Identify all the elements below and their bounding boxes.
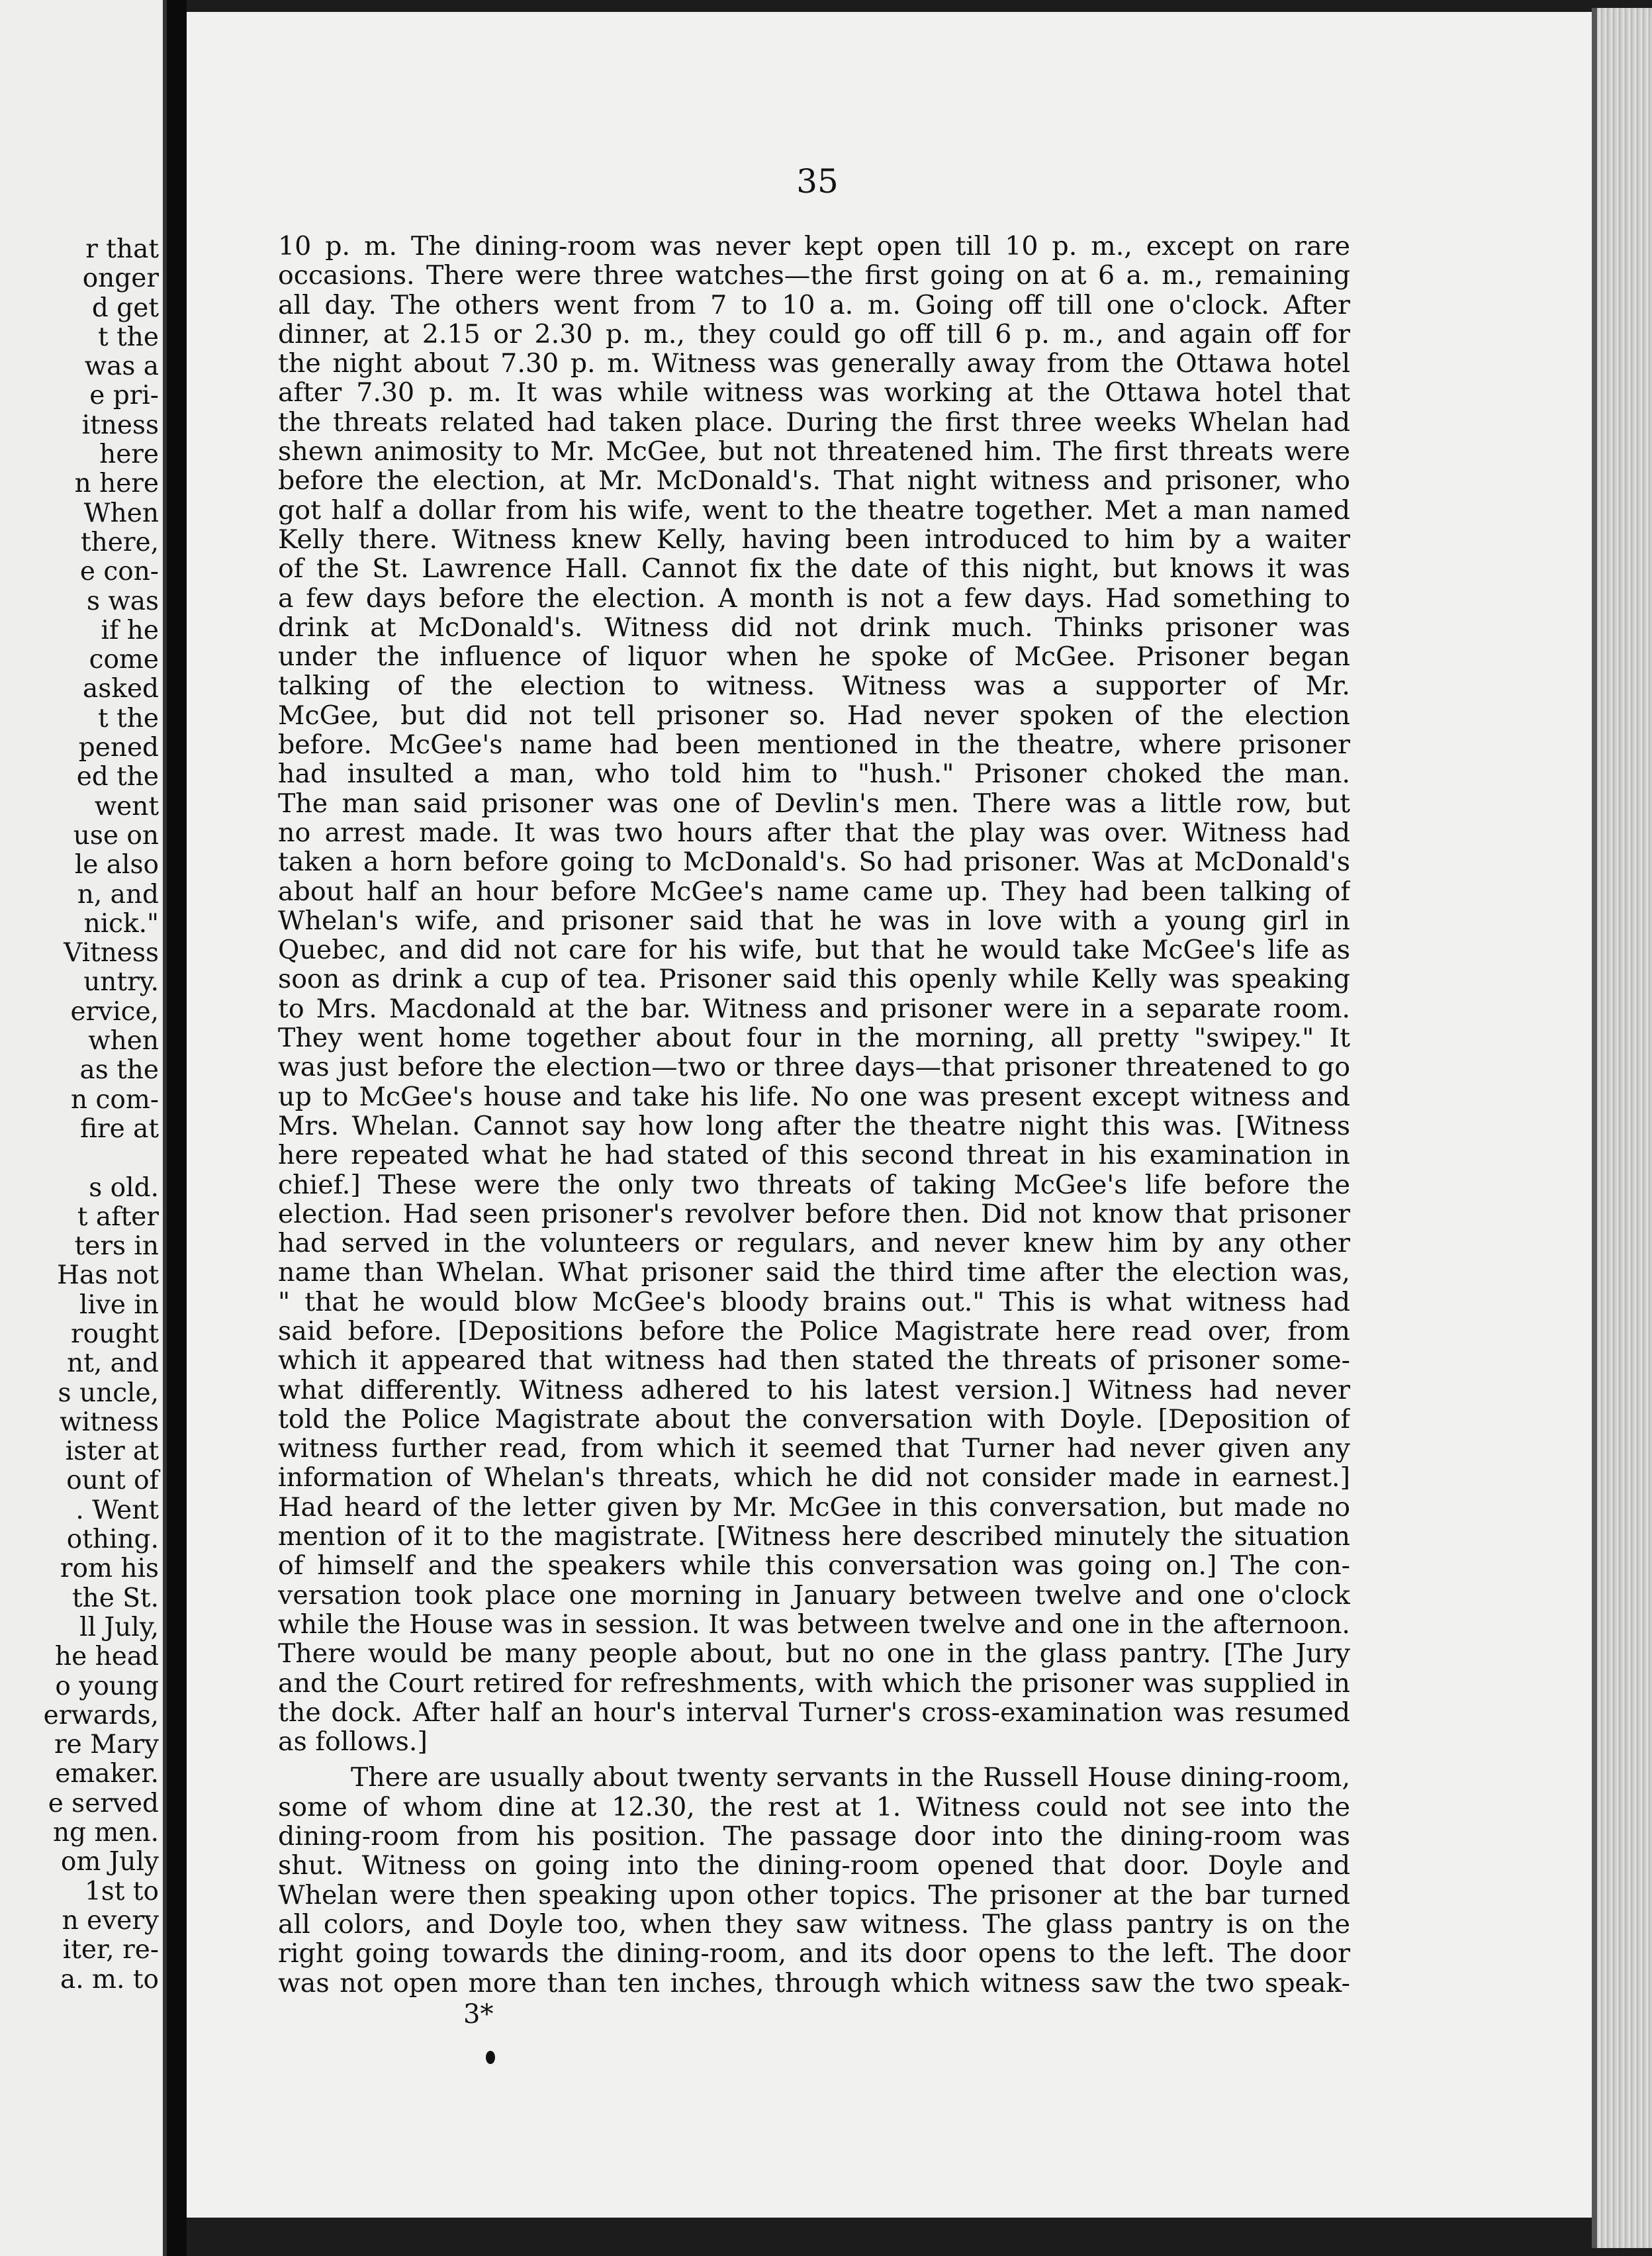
- text-line: There would be many people about, but no one in the glass pantry. [The Jury: [278, 1639, 1350, 1669]
- text-line: Whelan were then speaking upon other topics. The prisoner at the bar turned: [278, 1880, 1350, 1910]
- page-edge-shadow: [1592, 8, 1597, 2248]
- text-line: all colors, and Doyle too, when they saw witness. The glass pantry is on the: [278, 1909, 1350, 1940]
- left-page-fragment: as the: [79, 1055, 159, 1086]
- left-page-fragment: if he: [101, 615, 159, 645]
- text-line: shut. Witness on going into the dining-room opened that door. Doyle and: [278, 1851, 1350, 1881]
- text-line: Had heard of the letter given by Mr. McGee in this conversation, but made no: [278, 1492, 1350, 1523]
- left-page-fragment: nt, and: [67, 1348, 159, 1379]
- left-page-fragment: n, and: [77, 879, 159, 910]
- text-line: the threats related had taken place. During the first three weeks Whelan had: [278, 407, 1350, 438]
- text-line: about half an hour before McGee's name came up. They had been talking of: [278, 876, 1350, 906]
- left-page-fragment: e pri-: [89, 381, 159, 411]
- text-line: dining-room from his position. The passage door into the dining-room was: [278, 1822, 1350, 1852]
- text-line: right going towards the dining-room, and its door opens to the left. The door: [278, 1939, 1350, 1969]
- text-line: taken a horn before going to McDonald's. So had prisoner. Was at McDonald's: [278, 847, 1350, 877]
- text-line: information of Whelan's threats, which he did not consider made in earnest.]: [278, 1463, 1350, 1493]
- left-page-fragment: the St.: [71, 1583, 159, 1613]
- text-line: which it appeared that witness had then stated the threats of prisoner some-: [278, 1346, 1350, 1376]
- left-page-fragment: rom his: [60, 1554, 159, 1584]
- text-line: up to McGee's house and take his life. No one was present except witness and: [278, 1082, 1350, 1111]
- left-page-fragment: come: [89, 645, 159, 675]
- left-page-fragment: use on: [73, 820, 159, 851]
- left-page-fragment: emaker.: [55, 1759, 159, 1789]
- left-page-fragment: witness: [60, 1407, 159, 1437]
- left-page-fragment: here: [99, 440, 159, 470]
- left-page-fragment: there,: [81, 527, 159, 557]
- left-page-fragment: n com-: [71, 1084, 159, 1115]
- left-page-fragment: live in: [79, 1290, 159, 1320]
- left-page-fragment: rought: [71, 1319, 159, 1349]
- text-line: dinner, at 2.15 or 2.30 p. m., they could go off till 6 p. m., and again off for: [278, 319, 1350, 350]
- text-line: got half a dollar from his wife, went to the theatre together. Met a man named: [278, 495, 1350, 525]
- left-page-fragment: e con-: [79, 557, 159, 587]
- left-page-fragment: was a: [84, 352, 159, 382]
- text-line: here repeated what he had stated of this second threat in his examination in: [278, 1141, 1350, 1170]
- left-page-fragment: ng men.: [52, 1818, 159, 1848]
- left-page-fragment: When: [83, 498, 159, 528]
- text-line: mention of it to the magistrate. [Witness here described minutely the situation: [278, 1522, 1350, 1552]
- left-page-fragment: ters in: [74, 1231, 159, 1262]
- left-page-fragment: ount of: [66, 1466, 159, 1496]
- text-line: Whelan's wife, and prisoner said that he was in love with a young girl in: [278, 906, 1350, 936]
- left-page-fragment: d get: [91, 293, 159, 323]
- left-page-fragment: he head: [54, 1642, 159, 1672]
- text-line: some of whom dine at 12.30, the rest at 1. Witness could not see into the: [278, 1792, 1350, 1822]
- left-page-fragment: s uncle,: [58, 1378, 159, 1408]
- left-page-fragment: om July: [60, 1847, 159, 1877]
- text-line: versation took place one morning in January between twelve and one o'clock: [278, 1580, 1350, 1610]
- left-page-fragment: when: [88, 1026, 159, 1057]
- left-page-fragment: t the: [98, 322, 159, 352]
- left-page-fragment: nick.": [83, 908, 159, 939]
- left-page-fragment: onger: [82, 263, 159, 294]
- text-line: talking of the election to witness. Witness was a supporter of Mr.: [278, 671, 1350, 701]
- text-line: 10 p. m. The dining-room was never kept open till 10 p. m., except on rare: [278, 232, 1350, 261]
- text-line: witness further read, from which it seemed that Turner had never given any: [278, 1434, 1350, 1464]
- left-page-fragment: . Went: [75, 1495, 159, 1525]
- text-line: election. Had seen prisoner's revolver before then. Did not know that prisoner: [278, 1199, 1350, 1229]
- text-line: of the St. Lawrence Hall. Cannot fix the date of this night, but knows it was: [278, 554, 1350, 584]
- left-page-fragment: iter, re-: [62, 1935, 159, 1965]
- ink-dot: [486, 2051, 495, 2064]
- text-line: They went home together about four in the morning, all pretty "swipey." It: [278, 1023, 1350, 1053]
- text-line: drink at McDonald's. Witness did not drink much. Thinks prisoner was: [278, 612, 1350, 643]
- left-page-fragment: othing.: [66, 1525, 159, 1555]
- left-page-fragment: pened: [78, 733, 159, 763]
- left-page-fragment: re Mary: [54, 1730, 159, 1760]
- left-page-fragment: untry.: [83, 967, 159, 998]
- text-line: and the Court retired for refreshments, with which the prisoner was supplied in: [278, 1668, 1350, 1698]
- left-page-fragment: le also: [74, 850, 159, 880]
- text-line: Mrs. Whelan. Cannot say how long after the theatre night this was. [Witness: [278, 1111, 1350, 1141]
- left-page-fragment: fire at: [79, 1113, 159, 1144]
- text-line: what differently. Witness adhered to his latest version.] Witness had never: [278, 1375, 1350, 1405]
- text-line: after 7.30 p. m. It was while witness was working at the Ottawa hotel that: [278, 378, 1350, 408]
- text-line: as follows.]: [278, 1727, 428, 1757]
- left-page-fragment: asked: [83, 674, 159, 704]
- text-line: of himself and the speakers while this conversation was going on.] The con-: [278, 1551, 1350, 1581]
- left-page-fragment: [0, 1144, 159, 1173]
- text-line: " that he would blow McGee's bloody brains out." This is what witness had: [278, 1287, 1350, 1317]
- text-line: chief.] These were the only two threats of taking McGee's life before the: [278, 1170, 1350, 1199]
- text-line: shewn animosity to Mr. McGee, but not threatened him. The first threats were: [278, 437, 1350, 467]
- left-page-fragment: itness: [81, 410, 159, 440]
- left-page-fragment: r that: [85, 234, 159, 264]
- left-page-fragment: s was: [86, 586, 159, 616]
- left-page-fragment: n here: [74, 469, 159, 499]
- text-line: all day. The others went from 7 to 10 a. m. Going off till one o'clock. After: [278, 290, 1350, 320]
- book-gutter: [167, 0, 187, 2256]
- text-line: a few days before the election. A month is not a few days. Had something to: [278, 583, 1350, 613]
- text-line: soon as drink a cup of tea. Prisoner said this openly while Kelly was speaking: [278, 964, 1350, 994]
- left-page-fragment: e served: [48, 1788, 159, 1818]
- body-text: [278, 232, 1350, 1998]
- left-page-fragment: 1st to: [84, 1876, 159, 1906]
- left-page-fragment: Has not: [57, 1260, 159, 1291]
- left-page-fragment: s old.: [89, 1172, 159, 1203]
- text-line: had served in the volunteers or regulars, and never knew him by any other: [278, 1229, 1350, 1258]
- left-page-fragment: t the: [98, 703, 159, 733]
- text-line: to Mrs. Macdonald at the bar. Witness and prisoner were in a separate room.: [278, 994, 1350, 1024]
- left-page-fragment: t after: [77, 1201, 159, 1232]
- text-line: before the election, at Mr. McDonald's. That night witness and prisoner, who: [278, 466, 1350, 496]
- left-page-fragment: erwards,: [43, 1700, 159, 1730]
- left-page-fragment: ervice,: [70, 996, 159, 1027]
- page-edges: [1592, 8, 1652, 2248]
- text-line: occasions. There were three watches—the first going on at 6 a. m., remaining: [278, 261, 1350, 291]
- text-line: said before. [Depositions before the Police Magistrate here read over, from: [278, 1316, 1350, 1346]
- left-page-fragment: Vitness: [64, 938, 159, 968]
- text-line: had insulted a man, who told him to "hush." Prisoner choked the man.: [278, 759, 1350, 789]
- text-line: was just before the election—two or three days—that prisoner threatened to go: [278, 1053, 1350, 1082]
- left-page-fragment: o young: [55, 1671, 159, 1701]
- text-line: name than Whelan. What prisoner said the third time after the election was,: [278, 1258, 1350, 1288]
- left-page-fragment: went: [94, 791, 159, 822]
- text-line: no arrest made. It was two hours after that the play was over. Witness had: [278, 818, 1350, 848]
- text-line: the dock. After half an hour's interval Turner's cross-examination was resumed: [278, 1697, 1350, 1728]
- left-page-fragment: ll July,: [79, 1612, 159, 1642]
- text-line: McGee, but did not tell prisoner so. Had never spoken of the election: [278, 700, 1350, 731]
- text-line: under the influence of liquor when he spoke of McGee. Prisoner began: [278, 642, 1350, 672]
- left-page-text-fragments: [0, 235, 159, 1995]
- text-line: was not open more than ten inches, through which witness saw the two speak-: [278, 1968, 1350, 1998]
- left-page-fragment: ed the: [76, 762, 159, 792]
- text-line: while the House was in session. It was between twelve and one in the afternoon.: [278, 1609, 1350, 1640]
- text-line: Kelly there. Witness knew Kelly, having been introduced to him by a waiter: [278, 524, 1350, 555]
- text-line: told the Police Magistrate about the conversation with Doyle. [Deposition of: [278, 1404, 1350, 1434]
- text-line: before. McGee's name had been mentioned in the theatre, where prisoner: [278, 730, 1350, 760]
- text-line: There are usually about twenty servants in the Russell House dining-room,: [351, 1763, 1350, 1793]
- left-page-fragment: n every: [62, 1905, 159, 1936]
- left-facing-page: [0, 0, 167, 2256]
- text-line: The man said prisoner was one of Devlin's men. There was a little row, but: [278, 788, 1350, 818]
- left-page-fragment: ister at: [65, 1436, 159, 1467]
- signature-mark: 3*: [463, 1999, 494, 2030]
- text-line: Quebec, and did not care for his wife, but that he would take McGee's life as: [278, 935, 1350, 965]
- text-line: the night about 7.30 p. m. Witness was generally away from the Ottawa hotel: [278, 349, 1350, 379]
- left-page-fragment: a. m. to: [60, 1964, 159, 1995]
- page-number: 35: [796, 162, 839, 201]
